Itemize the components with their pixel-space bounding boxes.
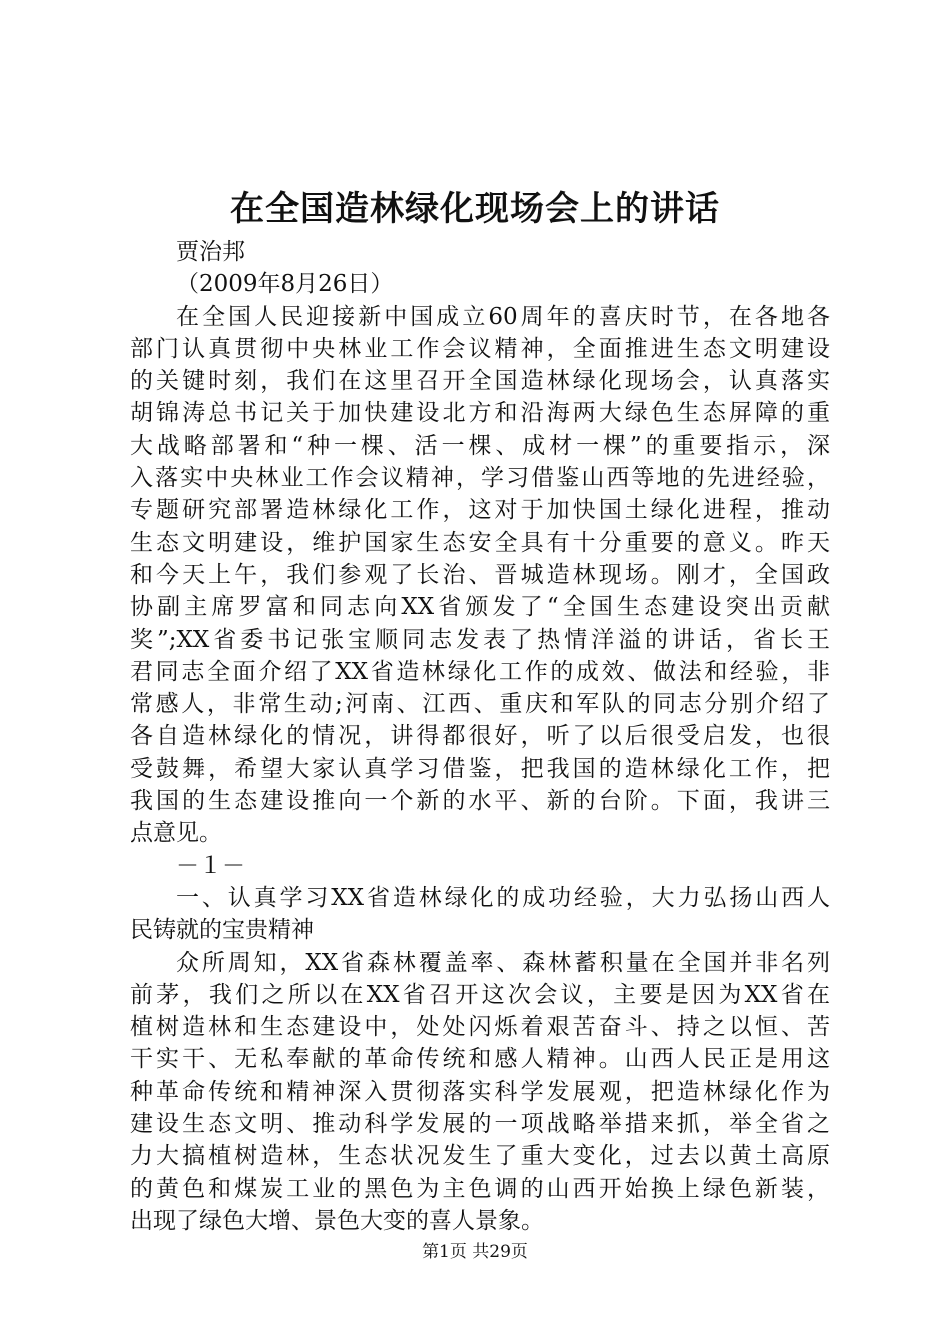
- paragraph-line: 植树造林和生态建设中，处处闪烁着艰苦奋斗、持之以恒、苦: [130, 1014, 830, 1041]
- paragraph-line: 胡锦涛总书记关于加快建设北方和沿海两大绿色生态屏障的重: [130, 400, 830, 427]
- paragraph-line: 入落实中央林业工作会议精神，学习借鉴山西等地的先进经验，: [130, 465, 830, 492]
- paragraph-line: 的黄色和煤炭工业的黑色为主色调的山西开始换上绿色新装，: [130, 1175, 830, 1202]
- paragraph-line: 前茅，我们之所以在XX省召开这次会议，主要是因为XX省在: [130, 981, 830, 1008]
- paragraph-line: 种革命传统和精神深入贯彻落实科学发展观，把造林绿化作为: [130, 1078, 830, 1105]
- page-marker: －１－: [176, 852, 245, 879]
- paragraph-line: 力大搞植树造林，生态状况发生了重大变化，过去以黄土高原: [130, 1143, 830, 1170]
- document-title: 在全国造林绿化现场会上的讲话: [230, 189, 720, 229]
- paragraph-line: 我国的生态建设推向一个新的水平、新的台阶。下面，我讲三: [130, 788, 830, 815]
- paragraph-line: 生态文明建设，维护国家生态安全具有十分重要的意义。昨天: [130, 529, 830, 556]
- date-line: （2009年8月26日）: [176, 271, 394, 298]
- paragraph-line: 出现了绿色大增、景色大变的喜人景象。: [130, 1207, 544, 1234]
- paragraph-line: 建设生态文明、推动科学发展的一项战略举措来抓，举全省之: [130, 1111, 830, 1138]
- paragraph-line: 大战略部署和“种一棵、活一棵、成材一棵”的重要指示，深: [130, 432, 830, 459]
- paragraph-line: 协副主席罗富和同志向XX省颁发了“全国生态建设突出贡献: [130, 594, 830, 621]
- author-line: 贾治邦: [176, 239, 245, 265]
- paragraph-line: 和今天上午，我们参观了长治、晋城造林现场。刚才，全国政: [130, 561, 830, 588]
- paragraph-line: 部门认真贯彻中央林业工作会议精神，全面推进生态文明建设: [130, 335, 830, 362]
- paragraph-line: 点意见。: [130, 820, 222, 847]
- paragraph-line: 君同志全面介绍了XX省造林绿化工作的成效、做法和经验，非: [130, 658, 830, 685]
- paragraph-line: 在全国人民迎接新中国成立60周年的喜庆时节，在各地各: [176, 303, 830, 330]
- paragraph-line: 众所周知，XX省森林覆盖率、森林蓄积量在全国并非名列: [176, 949, 830, 976]
- paragraph-line: 各自造林绿化的情况，讲得都很好，听了以后很受启发，也很: [130, 723, 830, 750]
- paragraph-line: 受鼓舞，希望大家认真学习借鉴，把我国的造林绿化工作，把: [130, 755, 830, 782]
- page-footer: 第1页 共29页: [422, 1242, 528, 1262]
- section-heading-line: 民铸就的宝贵精神: [130, 917, 314, 944]
- paragraph-line: 奖”;XX省委书记张宝顺同志发表了热情洋溢的讲话，省长王: [130, 626, 830, 653]
- paragraph-line: 专题研究部署造林绿化工作，这对于加快国土绿化进程，推动: [130, 497, 830, 524]
- document-body: [130, 236, 830, 1237]
- paragraph-line: 常感人，非常生动;河南、江西、重庆和军队的同志分别介绍了: [130, 691, 830, 718]
- section-heading-line: 一、认真学习XX省造林绿化的成功经验，大力弘扬山西人: [176, 884, 830, 911]
- paragraph-line: 干实干、无私奉献的革命传统和感人精神。山西人民正是用这: [130, 1046, 830, 1073]
- paragraph-line: 的关键时刻，我们在这里召开全国造林绿化现场会，认真落实: [130, 368, 830, 395]
